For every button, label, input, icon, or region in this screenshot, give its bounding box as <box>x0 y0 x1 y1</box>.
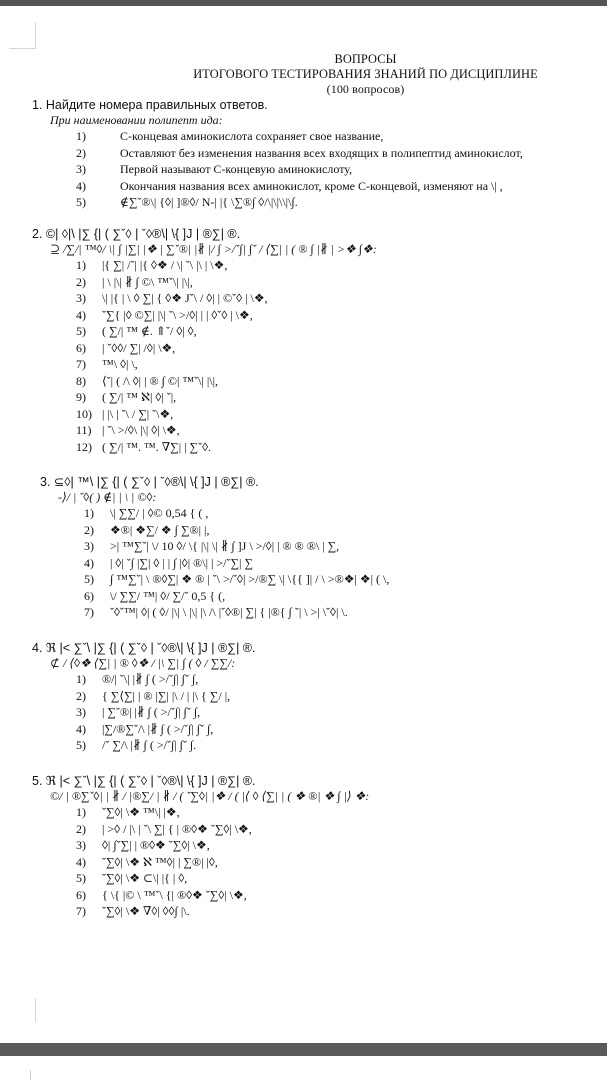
page-gap <box>0 1022 607 1044</box>
option-text: /ˇ ∑/\ |∦ ∫ ( >/ˇ∫| ∫ˇ ∫. <box>102 738 197 752</box>
option-text: ˇ◊ˇ™| ◊| ( ◊/ |\| \ |\| |\ /\ |ˇ◊®| ∑| { |®{ ∫ ˇ| \ >| \ˇ◊| \. <box>110 605 348 619</box>
answer-option <box>32 128 592 145</box>
option-number: 2) <box>84 522 94 537</box>
option-number: 3) <box>76 291 86 305</box>
answer-option <box>32 274 592 291</box>
option-number: 10) <box>76 406 92 421</box>
answer-option <box>40 555 600 572</box>
answer-option <box>32 721 592 738</box>
question-3 <box>40 474 600 621</box>
option-number: 4) <box>76 854 86 869</box>
answer-option <box>40 538 600 555</box>
option-number: 8) <box>76 373 86 388</box>
option-text: ˇ∑◊| \❖ ™\| |❖, <box>102 805 180 819</box>
option-number: 11) <box>76 423 92 437</box>
option-text: ˇ∑{ |◊ ©∑| |\| ˇ\ >/◊| | | ◊ˇ◊ | \❖, <box>102 307 253 322</box>
question-subtitle: ⊄ / ⟨◊❖ ⟨∑| | ® ◊❖ / |\ ∑| ∫ ( ◊ / ∑∑/: <box>50 656 236 670</box>
question-4 <box>32 640 592 754</box>
option-text: | ∑ˇ®| |∦ ∫ ( >/ˇ∫| ∫ˇ ∫, <box>102 705 201 719</box>
question-title: 3. ⊆◊| ™\ |∑ {| ( ∑ˇ◊ | ˇ◊®\| \{ ]J | ®∑| ®. <box>40 475 259 489</box>
answer-option <box>32 290 592 307</box>
option-number: 5) <box>76 738 86 752</box>
answer-option <box>32 704 592 721</box>
answer-option <box>40 505 600 522</box>
answer-option <box>32 804 592 821</box>
answer-option <box>32 145 592 162</box>
question-title: 1. Найдите номера правильных ответов. <box>32 98 268 112</box>
answer-option <box>32 837 592 854</box>
bottom-bar <box>0 1043 607 1056</box>
option-number: 5) <box>84 572 94 586</box>
question-subtitle: При наименовании полипепт ида: <box>50 113 223 127</box>
answer-option <box>32 439 592 456</box>
option-number: 3) <box>76 705 86 719</box>
option-number: 1) <box>76 258 86 272</box>
option-number: 1) <box>76 805 86 819</box>
next-page-corner-mark <box>30 1070 31 1080</box>
option-number: 4) <box>76 721 86 736</box>
answer-option <box>32 737 592 754</box>
answer-option <box>32 257 592 274</box>
option-text: ˇ∑◊| \❖ ∇◊| ◊◊∫ |\. <box>102 904 190 918</box>
option-number: 9) <box>76 390 86 404</box>
option-text: ∫ ™∑ˇ| \ ®◊∑| ❖ ® | ˇ\ >/ˇ◊| >/®∑ \| \{{ ]| / \ >®❖| ❖| ( \, <box>110 572 390 586</box>
answer-option <box>32 356 592 373</box>
answer-option <box>32 194 592 211</box>
option-text: |{ ∑| /ˇ| |{ ◊❖ / \| ˇ\ |\ | \❖, <box>102 258 228 272</box>
option-text: \| ∑∑/ | ◊© 0,54 { ( , <box>110 506 209 520</box>
answer-option <box>32 307 592 324</box>
option-text: ( ∑/| ™ ℵ| ◊| ˇ|, <box>102 390 177 404</box>
answer-option <box>32 870 592 887</box>
option-text: { \{ |© \ ™ˇ\ {| ®◊❖ ˇ∑◊| \❖, <box>102 887 247 902</box>
option-text: | >◊ / |\ | ˇ\ ∑| { | ®◊❖ ˇ∑◊| \❖, <box>102 821 252 836</box>
answer-option <box>32 671 592 688</box>
answer-option <box>40 588 600 605</box>
answer-option <box>32 422 592 439</box>
option-text: ( ∑/| ™. ™. ∇∑| | ∑ˇ◊. <box>102 439 212 454</box>
answer-option <box>40 522 600 539</box>
option-text: | ˇ\ >/◊\ |\| ◊| \❖, <box>102 423 180 437</box>
option-text: ⟨ˇ| ( /\ ◊| | ® ∫ ©| ™ˇ\| |\|, <box>102 373 219 388</box>
option-number: 4) <box>84 555 94 570</box>
top-bar <box>0 0 607 6</box>
option-number: 1) <box>76 129 86 143</box>
answer-option <box>32 821 592 838</box>
option-number: 1) <box>84 506 94 520</box>
option-number: 1) <box>76 672 86 686</box>
option-text: |∑/®∑ˇ/\ |∦ ∫ ( >/ˇ∫| ∫ˇ ∫, <box>102 721 214 736</box>
option-number: 7) <box>76 357 86 371</box>
question-subtitle: -⟩/ | ˇ◊( ) ∉| | \ | ©◊: <box>58 490 157 504</box>
header-line-2: ИТОГОВОГО ТЕСТИРОВАНИЯ ЗНАНИЙ ПО ДИСЦИПЛИНЕ <box>193 67 538 81</box>
option-text: С-концевая аминокислота сохраняет свое название, <box>120 129 384 143</box>
answer-option <box>40 604 600 621</box>
option-number: 12) <box>76 439 92 454</box>
answer-option <box>32 854 592 871</box>
page-corner-mark <box>9 22 36 49</box>
option-number: 3) <box>84 539 94 553</box>
option-number: 6) <box>76 340 86 355</box>
question-2 <box>32 226 592 455</box>
header-line-3: (100 вопросов) <box>326 82 405 96</box>
option-text: Окончания названия всех аминокислот, кроме С-концевой, изменяют на \| , <box>120 178 503 193</box>
answer-option <box>32 688 592 705</box>
option-number: 2) <box>76 145 86 160</box>
answer-option <box>32 340 592 357</box>
option-text: | ˇ◊◊/ ∑| /◊| \❖, <box>102 340 176 355</box>
option-number: 4) <box>76 307 86 322</box>
option-text: \| |{ | \ ◊ ∑| { ◊❖ Jˇ\ / ◊| | ©ˇ◊ | \❖, <box>102 291 268 305</box>
question-title: 2. ©| ◊|\ |∑ {| ( ∑ˇ◊ | ˇ◊®\| \{ ]J | ®∑| ®. <box>32 227 241 241</box>
question-title: 4. ℜ |< ∑ˇ\ |∑ {| ( ∑ˇ◊ | ˇ◊®\| \{ ]J | ®∑| ®. <box>32 641 256 655</box>
header-line-1: ВОПРОСЫ <box>334 52 397 66</box>
option-text: >| ™∑ˇ| \/ 10 ◊/ \{ |\| \| ∦ ∫ ]J \ >/◊| | ® ® ®\ | ∑, <box>110 539 340 553</box>
option-text: Первой называют С-концевую аминокислоту, <box>120 162 353 177</box>
answer-option <box>32 903 592 920</box>
option-text: | ◊| ˇ∫ |∑| ◊ | | ∫ |◊| ®\| | >/ˇ∑| ∑ <box>110 555 253 570</box>
document-header <box>0 52 607 97</box>
option-number: 2) <box>76 688 86 703</box>
option-number: 3) <box>76 838 86 852</box>
option-text: Оставляют без изменения названия всех входящих в полипептид аминокислот, <box>120 145 523 160</box>
answer-option <box>32 323 592 340</box>
option-number: 5) <box>76 324 86 338</box>
question-1 <box>32 97 592 211</box>
option-number: 6) <box>84 588 94 603</box>
option-number: 2) <box>76 274 86 289</box>
answer-option <box>32 161 592 178</box>
option-text: | |\ | ˇ\ / ∑| ˇ\❖, <box>102 406 174 421</box>
option-number: 5) <box>76 195 86 210</box>
answer-option <box>32 373 592 390</box>
page-corner-mark <box>9 998 36 1024</box>
option-text: \/ ∑∑/ ™| ◊/ ∑/ˇ 0,5 { (, <box>110 588 226 603</box>
option-text: ( ∑/| ™ ∉. ⇑ˇ/ ◊| ◊, <box>102 324 197 338</box>
option-number: 2) <box>76 821 86 836</box>
option-text: ®/| ˇ\| |∦ ∫ ( >/ˇ∫| ∫ˇ ∫, <box>102 672 199 686</box>
option-number: 3) <box>76 162 86 177</box>
option-text: ˇ∑◊| \❖ ⊂\| |{ | ◊, <box>102 871 188 885</box>
answer-option <box>40 571 600 588</box>
answer-option <box>32 887 592 904</box>
option-text: ™\ ◊| \, <box>102 357 138 371</box>
question-5 <box>32 773 592 920</box>
answer-option <box>32 178 592 195</box>
option-text: { ∑⟨∑| | ® |∑| |\ / | |\ { ∑/ |, <box>102 688 231 703</box>
option-text: ˇ∑◊| \❖ ℵ ™◊| | ∑®| |◊, <box>102 854 218 869</box>
option-text: ∉∑ˇ®\| {◊| ]®◊/ N-| |{ \∑®∫ ◊/\|\|\\|\∫. <box>120 195 298 210</box>
question-subtitle: ⊇ /∑/| ™◊/ \| ∫ |∑| |❖ | ∑ˇ®| |∦ |/ ∫ >/ˇ∫| ∫ˇ / ⟨∑| | ( ® ∫ |∦ | >❖ ∫❖: <box>50 242 377 256</box>
option-number: 7) <box>76 904 86 918</box>
option-number: 5) <box>76 871 86 885</box>
option-number: 4) <box>76 178 86 193</box>
option-number: 7) <box>84 605 94 619</box>
answer-option <box>32 406 592 423</box>
question-subtitle: ©/ | ®∑ˇ◊| | ∦ / |®∑/ | ∦ / ( ˇ∑◊| |❖ / ( |⟨ ◊ ⟨∑| | ( ❖ ®| ❖ ∫ |⟩ ❖: <box>50 789 370 803</box>
option-text: | \ |\| ∦ ∫ ©\ ™ˇ\| |\|, <box>102 274 193 289</box>
option-number: 6) <box>76 887 86 902</box>
question-title: 5. ℜ |< ∑ˇ\ |∑ {| ( ∑ˇ◊ | ˇ◊®\| \{ ]J | ®∑| ®. <box>32 774 256 788</box>
option-text: ❖®| ❖∑/ ❖ ∫ ∑®| |, <box>110 522 210 537</box>
option-text: ◊| ∫ˇ∑| | ®◊❖ ˇ∑◊| \❖, <box>102 838 210 852</box>
answer-option <box>32 389 592 406</box>
